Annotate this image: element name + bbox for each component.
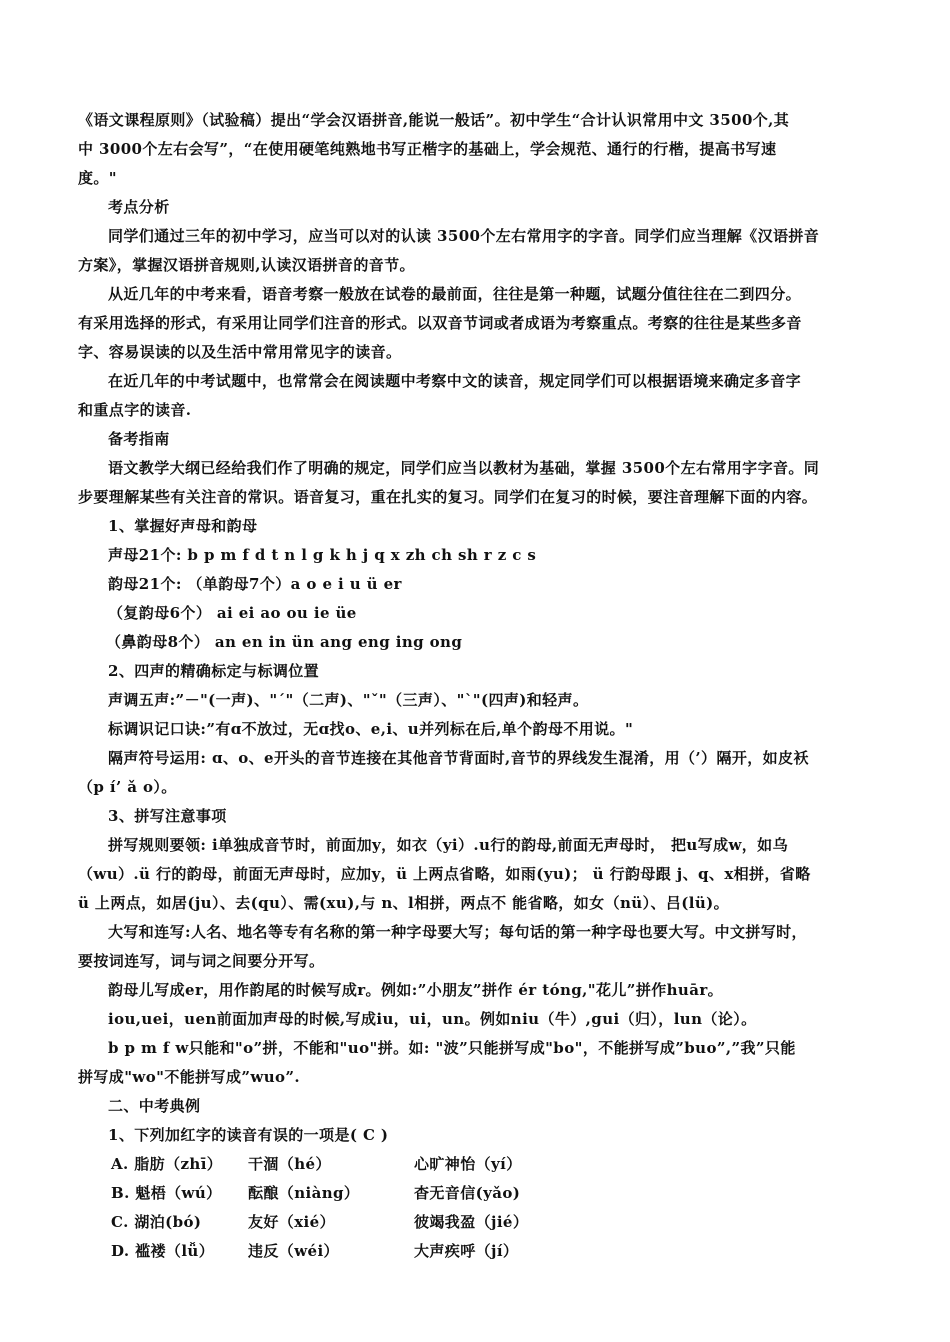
section-heading-exam-examples: 二、中考典例 [108, 1097, 201, 1115]
option-text: 干涸（hé） [248, 1155, 331, 1173]
paragraph-line: 拼写规则要领: i单独成音节时，前面加y，如衣（yi）.u行的韵母,前面无声母时， 把u写成w，如乌 [108, 836, 788, 854]
option-text: 友好（xié） [248, 1213, 335, 1231]
option-text: 违反（wéi） [248, 1242, 339, 1260]
subheading-initials-finals: 1、掌握好声母和韵母 [108, 517, 258, 535]
paragraph-line: 有采用选择的形式，有采用让同学们注音的形式。以双音节词或者成语为考察重点。考察的往往是某些多音 [78, 314, 802, 332]
question-stem: 1、下列加红字的读音有误的一项是( C ) [108, 1126, 389, 1144]
paragraph-line: ü 上两点，如居(ju）、去(qu）、需(xu),与 n、l相拼，两点不 能省略，如女（nü）、吕(lü)。 [78, 894, 730, 912]
option-b [78, 1179, 874, 1208]
paragraph-line: 同学们通过三年的初中学习，应当可以对的认读 3500个左右常用字的字音。同学们应当理解《汉语拼音 [108, 227, 820, 245]
option-text: D. 褴褛（lǚ） [111, 1242, 215, 1260]
paragraph-line: 中 3000个左右会写”，“在使用硬笔纯熟地书写正楷字的基础上，学会规范、通行的行楷，提高书写速 [78, 140, 777, 158]
nasal-finals-list: （鼻韵母8个） an en in ün ang eng ing ong [106, 633, 463, 651]
option-text: 杳无音信(yǎo) [414, 1184, 521, 1202]
paragraph-line: 从近几年的中考来看，语音考察一般放在试卷的最前面，往往是第一种题，试题分值往往在二到四分。 [108, 285, 802, 303]
paragraph-line: 度。" [78, 169, 118, 187]
paragraph-line: 语文教学大纲已经给我们作了明确的规定，同学们应当以教材为基础，掌握 3500个左右常用字字音。同 [108, 459, 820, 477]
paragraph-line: 大写和连写:人名、地名等专有名称的第一种字母要大写；每句话的第一种字母也要大写。中文拼写时， [108, 923, 807, 941]
paragraph-line: 声调五声:”－"(一声)、"ˊ"（二声)、"ˇ"（三声）、"ˋ"(四声)和轻声。 [108, 691, 589, 709]
paragraph-line: 《语文课程原则》（试验稿）提出“学会汉语拼音,能说一般话”。初中学生“合计认识常用中文 3500个,其 [78, 111, 790, 129]
option-text: 酝酿（niàng） [248, 1184, 360, 1202]
paragraph-line: 字、容易误读的以及生活中常用常见字的读音。 [78, 343, 402, 361]
subheading-four-tones: 2、四声的精确标定与标调位置 [108, 662, 320, 680]
option-text: 大声疾呼（jí） [414, 1242, 519, 1260]
section-heading-exam-analysis: 考点分析 [108, 198, 170, 216]
initials-list: 声母21个: b p m f d t n l g k h j q x zh ch sh r z c s [108, 546, 537, 564]
option-text: B. 魁梧（wú） [111, 1184, 222, 1202]
paragraph-line: 拼写成"wo"不能拼写成”wuo”. [78, 1068, 301, 1086]
option-text: C. 湖泊(bó) [111, 1213, 202, 1231]
option-text: 彼竭我盈（jié） [414, 1213, 529, 1231]
option-d [78, 1237, 874, 1266]
paragraph-line: iou,uei，uen前面加声母的时候,写成iu，ui，un。例如niu（牛）,gui（归），lun（论）。 [108, 1010, 757, 1028]
paragraph-line: 和重点字的读音. [78, 401, 192, 419]
simple-finals-list: 韵母21个: （单韵母7个）a o e i u ü er [108, 575, 402, 593]
option-text: 心旷神怡（yí） [414, 1155, 522, 1173]
paragraph-line: （wu）.ü 行的韵母，前面无声母时，应加y，ü 上两点省略，如雨(yu)； ü 行韵母跟 j、q、x相拼，省略 [78, 865, 811, 883]
option-text: A. 脂肪（zhī） [111, 1155, 223, 1173]
compound-finals-list: （复韵母6个） ai ei ao ou ie üe [108, 604, 357, 622]
section-heading-study-guide: 备考指南 [108, 430, 170, 448]
paragraph-line: 在近几年的中考试题中，也常常会在阅读题中考察中文的读音，规定同学们可以根据语境来确定多音字 [108, 372, 802, 390]
paragraph-line: 方案》，掌握汉语拼音规则,认读汉语拼音的音节。 [78, 256, 415, 274]
paragraph-line: 韵母儿写成er，用作韵尾的时候写成r。例如:”小朋友”拼作 ér tóng,"花儿”拼作huār。 [108, 981, 724, 999]
document-page [78, 106, 874, 1266]
paragraph-line: 隔声符号运用: ɑ、o、e开头的音节连接在其他音节背面时,音节的界线发生混淆，用（’）隔开，如皮袄 [108, 749, 809, 767]
paragraph-line: 要按词连写，词与词之间要分开写。 [78, 952, 325, 970]
paragraph-line: 标调识记口诀:”有ɑ不放过，无ɑ找o、e,i、u并列标在后,单个韵母不用说。" [108, 720, 634, 738]
subheading-spelling-notes: 3、拼写注意事项 [108, 807, 227, 825]
option-a [78, 1150, 874, 1179]
paragraph-line: 步要理解某些有关注音的常识。语音复习，重在扎实的复习。同学们在复习的时候，要注音理解下面的内容。 [78, 488, 818, 506]
option-c [78, 1208, 874, 1237]
paragraph-line: （p í’ ǎ o）。 [78, 778, 177, 796]
paragraph-line: b p m f w只能和"o”拼，不能和"uo"拼。如: "波”只能拼写成"bo"，不能拼写成”buo”,”我”只能 [108, 1039, 796, 1057]
